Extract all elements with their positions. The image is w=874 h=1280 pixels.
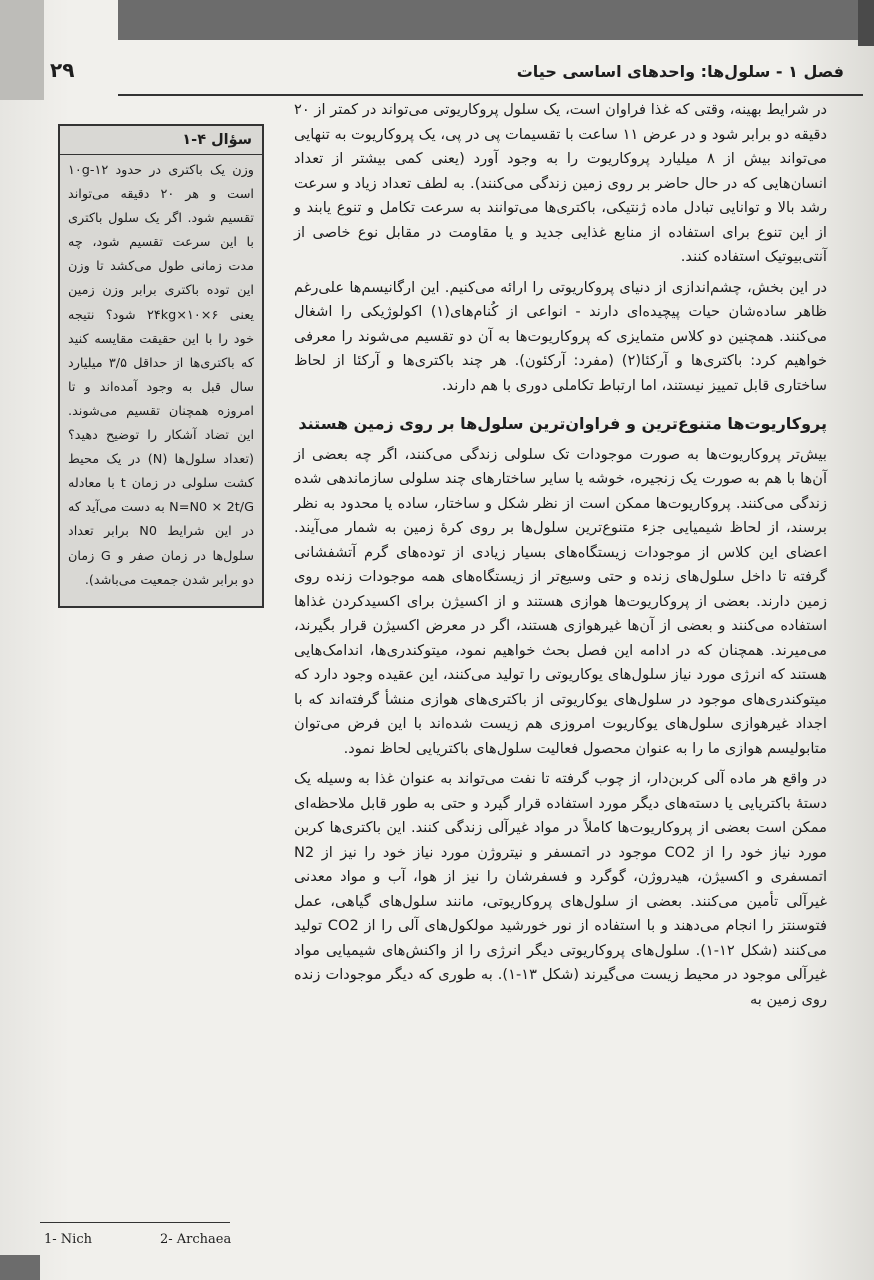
top-edge-shadow — [118, 0, 858, 40]
page-number: ۲۹ — [50, 58, 75, 82]
body-paragraph: در واقع هر ماده آلی کربن‌دار، از چوب گرفته تا نفت می‌تواند به عنوان غذا به وسیله یک دستهٔ باکتریایی یا دسته‌های دیگر مورد استفاده قرار گیرد و حتی به طور قابل ملاحظه‌ای ممکن است بعضی از پروکاریوت‌ها کاملاً در مواد غیرآلی زندگی کنند. این باکتری‌ها کربن مورد نیاز خود را از CO2 موجود در اتمسفر و نیتروژن مورد نیاز خود را نیز از N2 اتمسفری و اکسیژن، هیدروژن، گوگرد و فسفرشان را نیز از هوا، آب و مواد معدنی غیرآلی تأمین می‌کنند. بعضی از سلول‌های پروکاریوتی، مانند سلول‌های گیاهی، عمل فتوسنتز را انجام می‌دهند و با استفاده از نور خورشید مولکول‌های آلی را از CO2 تولید می‌کنند (شکل ۱۲-۱). سلول‌های پروکاریوتی دیگر انرژی را از واکنش‌های شیمیایی مواد غیرآلی موجود در محیط زیست می‌گیرند (شکل ۱۳-۱). به طوری که دیگر موجودات زنده روی زمین به — [294, 770, 828, 1008]
footnote-2: 2- Archaea — [160, 1232, 232, 1247]
body-paragraph: بیش‌تر پروکاریوت‌ها به صورت موجودات تک سلولی زندگی می‌کنند، اگر چه بعضی از آن‌ها با هم به صورت یک زنجیره، خوشه یا سایر ساختارهای چند سلولی سازماندهی شده زندگی می‌کنند. پروکاریوت‌ها ممکن است از نظر شکل و ساختار، ساده یا محدود به نظر برسند، از لحاظ شیمیایی جزء متنوع‌ترین سلول‌ها بر روی کرهٔ زمین به شمار می‌آیند. اعضای این کلاس از موجودات زیستگاه‌های بسیار زیادی از توده‌های گرم آتشفشانی گرفته تا داخل سلول‌های زنده و حتی وسیع‌تر از زیستگاه‌های همه موجودات زنده روی زمین دارند. بعضی از پروکاریوت‌ها هوازی هستند و از اکسیژن برای اکسیدکردن غذاها استفاده می‌کنند و بعضی از آن‌ها غیرهوازی هستند، اگر در معرض اکسیژن قرار بگیرند، می‌میرند. همچنان که در ادامه این فصل بحث خواهیم نمود، میتوکندری‌ها، اندامک‌هایی هستند که انرژی مورد نیاز سلول‌های یوکاریوتی را تولید می‌کنند، این عقیده وجود دارد که میتوکندری‌های موجود در سلول‌های یوکاریوتی از باکتری‌های هوازی منشأ گرفته‌اند که با اجداد غیرهوازی سلول‌های یوکاریوت امروزی هم زیست شده‌اند با این فرض می‌توان متابولیسم هوازی ما را به عنوان محصول فعالیت سلول‌های باکتریایی لحاظ نمود. — [294, 445, 827, 757]
question-box — [58, 124, 264, 608]
body-paragraph: در شرایط بهینه، وقتی که غذا فراوان است، یک سلول پروکاریوتی می‌تواند در کمتر از ۲۰ دقیقه دو برابر شود و در عرض ۱۱ ساعت با تقسیمات پی در پی، یک پروکاریوت به تنهایی می‌تواند بیش از ۸ میلیارد پروکاریوت را به وجود آورد (یعنی کمی بیشتر از تعداد انسان‌هایی که در حال حاضر بر روی زمین زندگی می‌کنند). به لطف تعداد زیاد و سرعت رشد بالا و توانایی تبادل ماده ژنتیکی، باکتری‌ها می‌توانند به سرعت تکامل و تنوع یابند و از این تنوع برای استفاده از منابع غذایی جدید و یا مقاومت در مقابل نوع خاصی از آنتی‌بیوتیک استفاده کنند. — [294, 101, 828, 265]
bottom-edge-shadow — [0, 1255, 40, 1280]
main-text-column — [294, 98, 827, 1018]
header-rule — [118, 94, 863, 96]
question-box-title: سؤال ۴-۱ — [60, 126, 262, 155]
question-box-text: وزن یک باکتری در حدود ۱۲-۱۰g است و هر ۲۰ دقیقه می‌تواند تقسیم شود. اگر یک سلول باکتری با این سرعت تقسیم شود، چه مدت زمانی طول می‌کشد تا وزن این توده باکتری برابر وزن زمین یعنی ۲۴kg×۱۰×۶ شود؟ نتیجه خود را با این حقیقت مقایسه کنید که باکتری‌ها از حداقل ۳/۵ میلیارد سال قبل به وجود آمده‌اند و تا امروزه همچنان تقسیم می‌شوند. این تضاد آشکار را توضیح دهید؟ (تعداد سلول‌ها (N) در یک محیط کشت سلولی در زمان t با معادله N=N0 × 2t/G به دست می‌آید که در این شرایط N0 برابر تعداد سلول‌ها در زمان صفر و G زمان دو برابر شدن جمعیت می‌باشد). — [68, 163, 254, 588]
section-heading: پروکاریوت‌ها متنوع‌ترین و فراوان‌ترین سلول‌ها بر روی زمین هستند — [298, 414, 827, 433]
footnote-1: 1- Nich — [44, 1232, 92, 1247]
top-corner-shadow — [858, 0, 874, 46]
chapter-title: فصل ۱ - سلول‌ها: واحدهای اساسی حیات — [516, 62, 844, 81]
footnote-rule — [40, 1222, 230, 1223]
body-paragraph: در این بخش، چشم‌اندازی از دنیای پروکاریوتی را ارائه می‌کنیم. این ارگانیسم‌ها علی‌رغم ظاهر ساده‌شان حیات پیچیده‌ای دارند - انواعی از کُنام‌های(۱) اکولوژیکی را اشغال می‌کنند. همچنین دو کلاس متمایزی که پروکاریوت‌ها به آن دو تقسیم می‌شوند را معرفی خواهیم کرد: باکتری‌ها و آرکئا(۲) (مفرد: آرکئون). هر چند باکتری‌ها و آرکئا از لحاظ ساختاری قابل تمییز نیستند، اما ارتباط تکاملی دوری با هم دارند. — [294, 278, 827, 394]
left-edge-shadow — [0, 0, 44, 100]
